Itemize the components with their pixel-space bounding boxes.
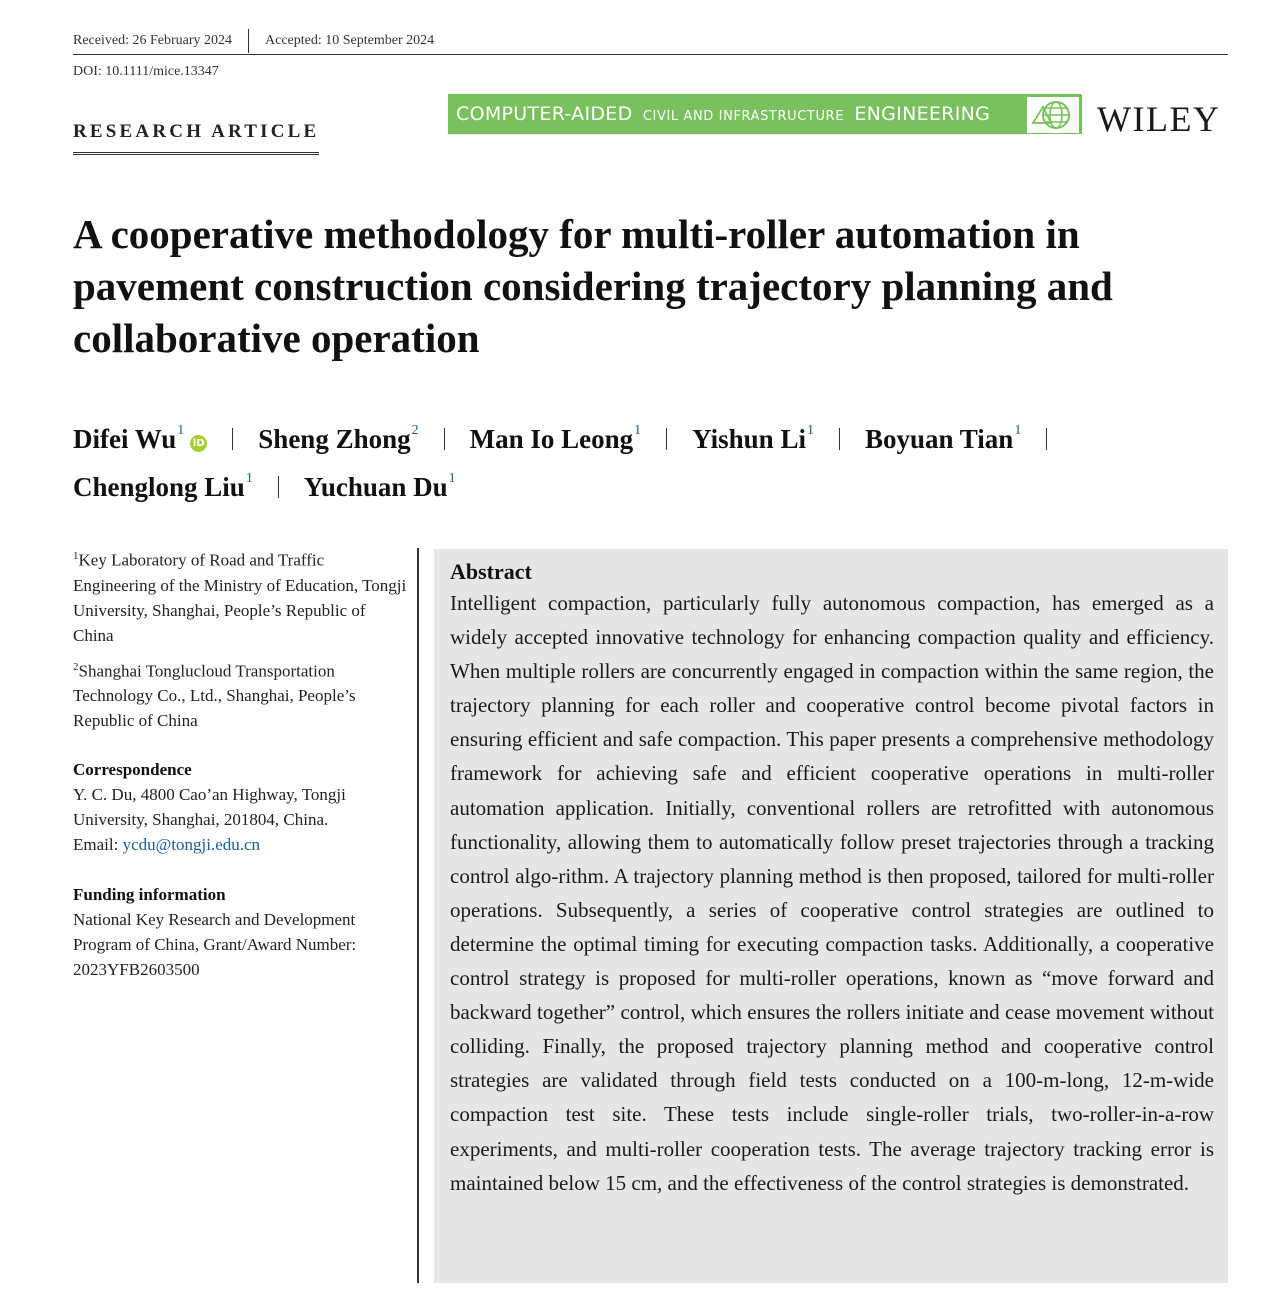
article-type: RESEARCH ARTICLE bbox=[73, 121, 319, 155]
abstract-heading: Abstract bbox=[450, 559, 532, 584]
funding-text: National Key Research and Development Program of China, Grant/Award Number: 2023YFB2603500 bbox=[73, 910, 357, 980]
funding bbox=[73, 882, 408, 982]
author-separator bbox=[444, 428, 445, 450]
journal-name-part2: CIVIL AND INFRASTRUCTURE bbox=[642, 109, 845, 124]
article-dates bbox=[73, 30, 434, 52]
correspondence-address: Y. C. Du, 4800 Cao’an Highway, Tongji University, Shanghai, 201804, China. bbox=[73, 785, 346, 830]
divider bbox=[248, 29, 249, 53]
column-divider bbox=[417, 548, 419, 1283]
funding-heading: Funding information bbox=[73, 885, 226, 905]
author[interactable]: Difei Wu$^1$iD bbox=[73, 424, 207, 454]
affiliation: $^1$Key Laboratory of Road and Traffic Engineering of the Ministry of Education, Tongji University, Shanghai, People’s Republic of China bbox=[73, 550, 407, 645]
globe-icon bbox=[1026, 96, 1080, 134]
publisher-logo[interactable]: WILEY bbox=[1097, 99, 1221, 139]
author[interactable]: Man Io Leong$^1$ bbox=[469, 423, 642, 454]
abstract-text: Intelligent compaction, particularly fully autonomous compaction, has emerged as a widely accepted innovative technology for enhancing compaction quality and efficiency. When multiple rollers are concurrently engaged in compaction within the same region, the trajectory planning for each roller and cooperative control become pivotal factors in ensuring efficient and safe compaction. This paper presents a comprehensive methodology framework for achieving safe and efficient cooperative operations in multi-roller automation application. Initially, conventional rollers are retrofitted with autonomous functionality, allowing them to automatically follow preset trajectories through a tracking control algo-rithm. A trajectory planning method is then proposed, tailored for multi-roller operations. Subsequently, a series of cooperative control strategies are outlined to determine the optimal timing for executing compaction tasks. Additionally, a cooperative control strategy is proposed for multi-roller operations, known as “move forward and backward together” control, which ensures the rollers initiate and cease movement without colliding. Finally, the proposed trajectory planning method and cooperative control strategies are validated through field tests conducted on a 100-m-long, 12-m-wide compaction test site. These tests include single-roller trials, two-roller-in-a-row experiments, and multi-roller cooperation tests. The average trajectory tracking error is maintained below 15 cm, and the effectiveness of the control strategies is demonstrated. bbox=[450, 591, 1214, 1195]
correspondence-email: Email: ycdu@tongji.edu.cn bbox=[73, 835, 261, 855]
journal-banner[interactable] bbox=[448, 94, 1082, 134]
journal-name-part1: COMPUTER-AIDED bbox=[456, 103, 633, 125]
doi[interactable]: DOI: 10.1111/mice.13347 bbox=[73, 64, 219, 79]
author[interactable]: Yishun Li$^1$ bbox=[692, 423, 814, 454]
author-separator bbox=[232, 428, 233, 450]
paper-title: A cooperative methodology for multi-roller automation in pavement construction considering trajectory planning and collaborative operation bbox=[73, 211, 1113, 361]
article-info-sidebar bbox=[73, 544, 408, 982]
received-date: Received: 26 February 2024 bbox=[73, 33, 233, 48]
author-separator bbox=[278, 476, 279, 498]
email-link[interactable]: ycdu@tongji.edu.cn bbox=[122, 835, 261, 855]
author[interactable]: Boyuan Tian$^1$ bbox=[864, 423, 1022, 454]
journal-name bbox=[456, 103, 990, 125]
correspondence-heading: Correspondence bbox=[73, 760, 192, 780]
author-list bbox=[73, 411, 1233, 507]
author-separator bbox=[839, 428, 840, 450]
accepted-date: Accepted: 10 September 2024 bbox=[265, 33, 435, 48]
author[interactable]: Yuchuan Du$^1$ bbox=[303, 471, 456, 502]
header-rule bbox=[73, 54, 1228, 55]
author[interactable]: Chenglong Liu$^1$ bbox=[73, 471, 253, 502]
journal-name-part3: ENGINEERING bbox=[854, 103, 991, 125]
author[interactable]: Sheng Zhong$^2$ bbox=[258, 423, 419, 454]
correspondence bbox=[73, 757, 408, 857]
affiliation: $^2$Shanghai Tonglucloud Transportation Technology Co., Ltd., Shanghai, People’s Republic of China bbox=[73, 660, 356, 731]
orcid-icon[interactable]: iD bbox=[190, 435, 207, 452]
author-separator bbox=[666, 428, 667, 450]
abstract-box bbox=[434, 549, 1228, 1283]
author-separator bbox=[1046, 428, 1047, 450]
